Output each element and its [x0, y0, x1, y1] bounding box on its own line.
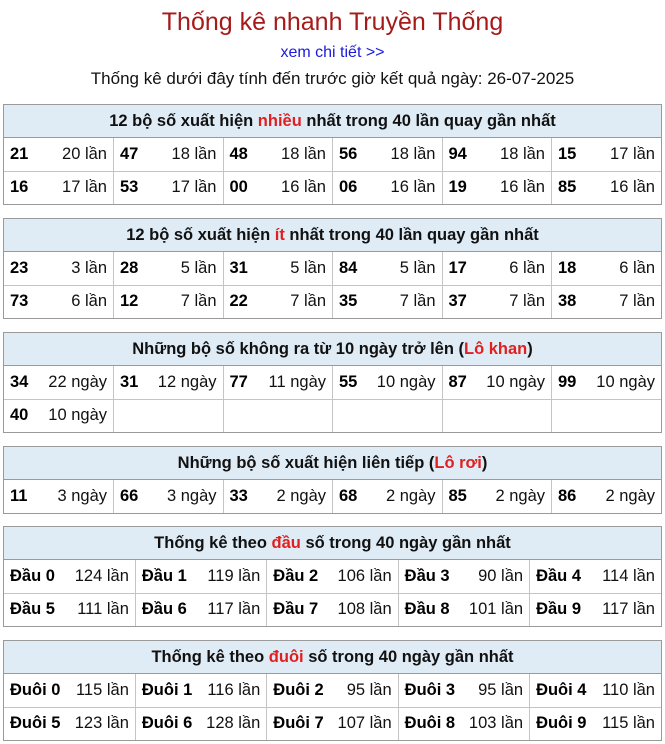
heading-text: Những bộ số xuất hiện liên tiếp ( — [177, 454, 435, 472]
stat-count: 10 ngày — [376, 372, 436, 391]
stat-key: 15 — [558, 144, 577, 163]
stat-count: 103 lần — [468, 714, 524, 733]
stat-count: 16 lần — [390, 178, 436, 197]
heading-text: 12 bộ số xuất hiện — [126, 226, 275, 244]
section-heading — [4, 333, 661, 366]
section-heading — [4, 527, 661, 560]
stat-count: 115 lần — [602, 714, 655, 733]
stat-cell — [530, 674, 661, 707]
stat-count: 119 lần — [207, 566, 261, 585]
stat-key: 00 — [229, 178, 248, 197]
stat-key: 19 — [448, 178, 467, 197]
stat-cell — [398, 593, 529, 626]
stat-cell — [552, 399, 662, 432]
stat-cell — [333, 480, 443, 513]
stat-key: 28 — [120, 258, 139, 277]
table-row — [4, 138, 661, 171]
stat-cell — [267, 707, 398, 740]
stat-key: 21 — [10, 144, 29, 163]
stats-table — [4, 480, 661, 513]
stat-count: 2 ngày — [385, 487, 436, 505]
stat-count: 115 lần — [75, 680, 129, 699]
stat-count: 116 lần — [207, 680, 261, 699]
heading-text: số trong 40 ngày gần nhất — [300, 534, 511, 552]
stat-count: 2 ngày — [276, 487, 326, 505]
stat-cell — [267, 560, 398, 593]
stat-cell — [114, 138, 224, 171]
stat-count: 110 lần — [602, 680, 655, 699]
section-dau — [3, 526, 662, 627]
stat-cell — [530, 593, 661, 626]
stat-key: 31 — [229, 258, 248, 277]
section-least — [3, 218, 662, 319]
heading-text: Những bộ số không ra từ 10 ngày trở lên ( — [132, 340, 464, 358]
stat-count: 17 lần — [610, 144, 655, 163]
stat-key: 99 — [558, 372, 577, 391]
table-row — [4, 593, 661, 626]
stat-key: 16 — [10, 178, 29, 197]
stat-cell — [4, 707, 135, 740]
stat-cell — [398, 674, 529, 707]
stat-count: 11 ngày — [268, 372, 326, 391]
table-row — [4, 674, 661, 707]
stat-cell — [4, 560, 135, 593]
stats-table — [4, 138, 661, 204]
stat-cell — [4, 171, 114, 204]
table-row — [4, 171, 661, 204]
stat-count: 106 lần — [337, 566, 392, 585]
page-title: Thống kê nhanh Truyền Thống — [161, 8, 504, 36]
stat-key: Đầu 0 — [10, 566, 55, 585]
stat-count: 10 ngày — [48, 406, 107, 425]
stat-cell — [4, 593, 135, 626]
table-row — [4, 252, 661, 285]
stat-count: 16 lần — [500, 178, 545, 197]
stat-key: 34 — [10, 372, 29, 391]
stat-count: 90 lần — [478, 566, 524, 585]
stat-cell — [333, 252, 443, 285]
stat-cell — [4, 366, 114, 399]
page-header — [0, 0, 665, 100]
stat-key: 38 — [558, 292, 577, 311]
stat-cell — [267, 674, 398, 707]
stat-count: 22 ngày — [48, 372, 107, 391]
stat-key: Đuôi 3 — [404, 680, 456, 699]
heading-highlight: Lô rơi — [434, 454, 482, 472]
stat-cell — [4, 399, 114, 432]
heading-text: 12 bộ số xuất hiện — [109, 112, 258, 130]
stat-key: 66 — [120, 487, 139, 505]
stat-cell — [552, 285, 662, 318]
stat-count: 124 lần — [74, 566, 129, 585]
stat-cell — [398, 560, 529, 593]
stat-cell — [135, 560, 266, 593]
stat-count: 111 lần — [77, 600, 129, 619]
stat-cell — [114, 480, 224, 513]
stat-key: Đuôi 5 — [10, 714, 61, 733]
stat-cell — [135, 674, 266, 707]
stat-key: Đầu 9 — [536, 600, 581, 619]
stat-cell — [552, 480, 662, 513]
stat-count: 3 ngày — [57, 487, 107, 505]
stat-cell — [4, 138, 114, 171]
stat-key: 53 — [120, 178, 139, 197]
stat-key: Đầu 2 — [273, 566, 319, 585]
stat-key: Đuôi 9 — [536, 714, 587, 733]
stat-cell — [530, 707, 661, 740]
stat-count: 114 lần — [602, 566, 655, 585]
stat-cell — [223, 480, 333, 513]
stat-key: 35 — [339, 292, 358, 311]
table-row — [4, 399, 661, 432]
stat-cell — [114, 399, 224, 432]
stat-count: 2 ngày — [495, 487, 545, 505]
stat-cell — [333, 285, 443, 318]
stat-count: 95 lần — [346, 680, 392, 699]
section-heading — [4, 219, 661, 252]
stat-cell — [442, 399, 552, 432]
table-row — [4, 707, 661, 740]
stat-count: 18 lần — [390, 144, 436, 163]
stat-key: 11 — [10, 487, 28, 505]
stat-count: 7 lần — [180, 292, 217, 311]
stat-cell — [4, 480, 114, 513]
stat-cell — [442, 138, 552, 171]
stat-count: 108 lần — [337, 600, 392, 619]
stat-count: 10 ngày — [596, 372, 655, 391]
stat-count: 3 lần — [71, 258, 107, 277]
stat-key: Đầu 5 — [10, 600, 55, 619]
stat-key: 56 — [339, 144, 358, 163]
stat-count: 18 lần — [500, 144, 545, 163]
section-heading — [4, 641, 661, 674]
stat-count: 6 lần — [509, 258, 545, 277]
section-heading — [4, 105, 661, 138]
stat-key: Đuôi 7 — [273, 714, 324, 733]
stat-count: 101 lần — [468, 600, 524, 619]
stat-count: 10 ngày — [486, 372, 545, 391]
stat-key: 73 — [10, 292, 29, 311]
stat-cell — [398, 707, 529, 740]
stat-key: Đuôi 0 — [10, 680, 61, 699]
heading-text: số trong 40 ngày gần nhất — [303, 648, 514, 666]
stat-cell — [267, 593, 398, 626]
stat-cell — [223, 138, 333, 171]
stat-key: 40 — [10, 406, 29, 425]
stat-cell — [114, 366, 224, 399]
stat-key: 31 — [120, 372, 139, 391]
stat-key: Đầu 1 — [141, 566, 187, 585]
stat-cell — [442, 366, 552, 399]
stat-cell — [333, 366, 443, 399]
heading-text: ) — [481, 454, 488, 472]
stat-cell — [223, 366, 333, 399]
stat-key: Đuôi 6 — [141, 714, 193, 733]
stat-key: 77 — [229, 372, 248, 391]
stat-cell — [333, 399, 443, 432]
stat-count: 18 lần — [281, 144, 326, 163]
heading-text: nhất trong 40 lần quay gần nhất — [301, 112, 556, 130]
stat-key: 22 — [229, 292, 248, 311]
stat-cell — [114, 252, 224, 285]
section-loroi — [3, 446, 662, 514]
stat-key: 48 — [229, 144, 248, 163]
stat-cell — [442, 480, 552, 513]
stat-count: 95 lần — [478, 680, 524, 699]
stat-key: Đuôi 8 — [404, 714, 456, 733]
stat-key: 94 — [448, 144, 467, 163]
stat-cell — [552, 252, 662, 285]
section-lokhan — [3, 332, 662, 433]
stat-key: Đầu 4 — [536, 566, 581, 585]
stat-key: Đầu 6 — [141, 600, 187, 619]
stat-count: 16 lần — [281, 178, 326, 197]
section-heading — [4, 447, 661, 480]
stat-cell — [442, 171, 552, 204]
heading-text: ) — [527, 340, 533, 358]
stat-cell — [4, 285, 114, 318]
heading-highlight: Lô khan — [463, 340, 528, 358]
stat-count: 5 lần — [180, 258, 217, 277]
stats-table — [4, 560, 661, 626]
stat-key: 18 — [558, 258, 577, 277]
table-row — [4, 366, 661, 399]
stat-cell — [333, 171, 443, 204]
stat-cell — [552, 171, 662, 204]
stat-cell — [114, 285, 224, 318]
stat-count: 7 lần — [509, 292, 545, 311]
stats-table — [4, 252, 661, 318]
stat-count: 107 lần — [337, 714, 392, 733]
heading-text: nhất trong 40 lần quay gần nhất — [284, 226, 539, 244]
stat-count: 7 lần — [290, 292, 326, 311]
stat-cell — [223, 399, 333, 432]
stat-count: 5 lần — [399, 258, 436, 277]
stat-key: 47 — [120, 144, 139, 163]
stat-count: 117 lần — [207, 600, 261, 619]
stat-key: Đầu 3 — [404, 566, 450, 585]
stat-key: 68 — [339, 487, 358, 505]
stats-table — [4, 366, 661, 432]
stat-key: Đuôi 4 — [536, 680, 587, 699]
stat-count: 7 lần — [399, 292, 436, 311]
stat-key: 33 — [229, 487, 248, 505]
heading-highlight: đầu — [271, 534, 301, 552]
stat-key: 17 — [448, 258, 467, 277]
section-most — [3, 104, 662, 205]
stat-cell — [442, 252, 552, 285]
stat-key: 37 — [448, 292, 467, 311]
stat-count: 5 lần — [290, 258, 326, 277]
heading-highlight: đuôi — [268, 648, 304, 666]
stat-count: 3 ngày — [166, 487, 217, 505]
stat-cell — [442, 285, 552, 318]
stat-key: Đuôi 1 — [141, 680, 193, 699]
stat-key: 86 — [558, 487, 577, 505]
section-duoi — [3, 640, 662, 741]
stat-key: 85 — [558, 178, 577, 197]
stat-key: Đầu 7 — [273, 600, 319, 619]
heading-text: Thống kê theo — [151, 648, 269, 666]
stat-count: 117 lần — [602, 600, 655, 619]
stat-cell — [223, 285, 333, 318]
page-subtitle: Thống kê dưới đây tính đến trước giờ kết quả ngày: 26-07-2025 — [90, 69, 575, 88]
stat-count: 6 lần — [619, 258, 655, 277]
stat-count: 12 ngày — [157, 372, 217, 391]
stat-count: 17 lần — [171, 178, 217, 197]
detail-link[interactable]: xem chi tiết >> — [280, 44, 385, 61]
stats-table — [4, 674, 661, 740]
stat-count: 2 ngày — [605, 487, 655, 505]
stat-count: 6 lần — [71, 292, 107, 311]
stat-cell — [4, 674, 135, 707]
heading-highlight: nhiều — [257, 112, 302, 130]
stat-cell — [114, 171, 224, 204]
stat-key: 84 — [339, 258, 358, 277]
stat-cell — [4, 252, 114, 285]
stat-key: 55 — [339, 372, 358, 391]
table-row — [4, 560, 661, 593]
stat-count: 128 lần — [206, 714, 261, 733]
table-row — [4, 285, 661, 318]
stat-key: 23 — [10, 258, 29, 277]
stat-cell — [552, 366, 662, 399]
stat-key: 85 — [448, 487, 467, 505]
table-row — [4, 480, 661, 513]
stat-cell — [552, 138, 662, 171]
stat-cell — [223, 171, 333, 204]
heading-text: Thống kê theo — [154, 534, 272, 552]
stat-count: 17 lần — [62, 178, 107, 197]
stat-cell — [530, 560, 661, 593]
heading-highlight: ít — [274, 226, 285, 244]
stat-key: Đầu 8 — [404, 600, 450, 619]
stat-cell — [135, 593, 266, 626]
stat-cell — [223, 252, 333, 285]
stat-count: 20 lần — [62, 144, 107, 163]
stat-count: 18 lần — [171, 144, 217, 163]
stat-key: 12 — [120, 292, 139, 311]
stat-key: 87 — [448, 372, 467, 391]
stat-count: 123 lần — [74, 714, 129, 733]
stat-count: 16 lần — [610, 178, 655, 197]
stat-count: 7 lần — [619, 292, 655, 311]
stat-cell — [135, 707, 266, 740]
stat-cell — [333, 138, 443, 171]
stat-key: Đuôi 2 — [273, 680, 324, 699]
stat-key: 06 — [339, 178, 358, 197]
